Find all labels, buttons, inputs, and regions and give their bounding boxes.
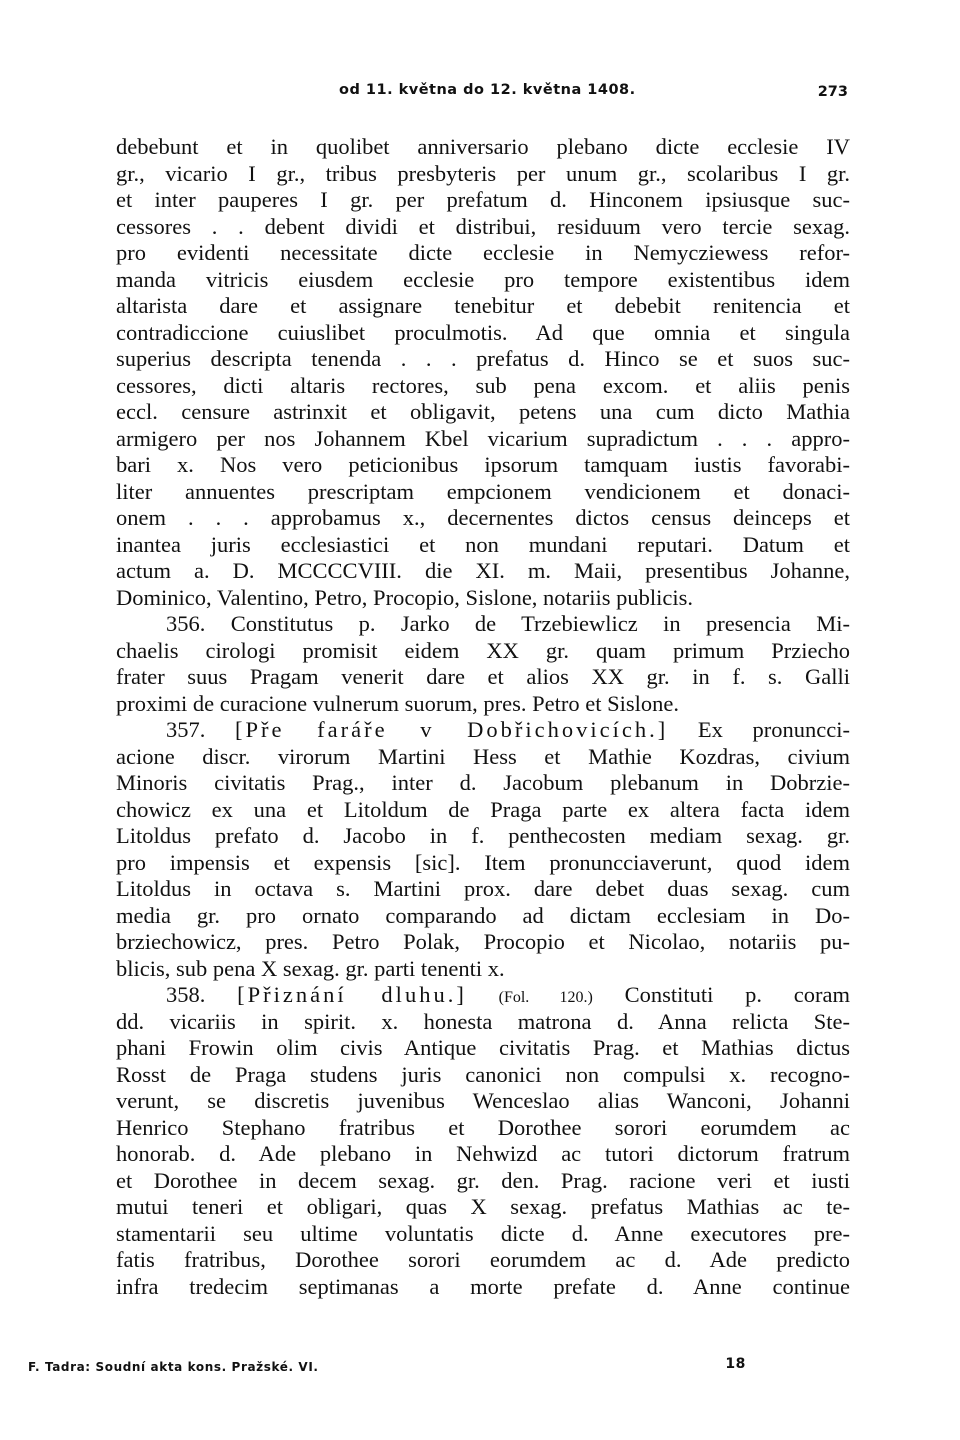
text-line: eccl. censure astrinxit et obligavit, petens una cum dicto Mathia	[116, 399, 850, 424]
text-line: acione discr. virorum Martini Hess et Mathie Kozdras, civium	[116, 743, 850, 769]
text-line: pro evidenti necessitate dicte ecclesie in Nemycziewess refor-	[116, 240, 850, 265]
folio-reference: (Fol. 120.)	[498, 989, 593, 1006]
text-line: cessores, dicti altaris rectores, sub pena excom. et aliis penis	[116, 372, 850, 398]
entry-356-first-line: 356. Constitutus p. Jarko de Trzebiewlicz in presencia Mi-	[166, 611, 850, 636]
entry-text: Constituti p. coram	[624, 982, 850, 1007]
text-line: actum a. D. MCCCCVIII. die XI. m. Maii, presentibus Johanne,	[116, 558, 850, 583]
entry-number: 357.	[166, 717, 206, 742]
entry-text: Ex pronuncci-	[697, 717, 850, 742]
text-line: infra tredecim septimanas a morte prefate d. Anne continue	[116, 1273, 850, 1299]
text-line: dd. vicariis in spirit. x. honesta matrona d. Anna relicta Ste-	[116, 1008, 850, 1034]
text-line: honorab. d. Ade plebano in Nehwizd ac tutori dictorum fratrum	[116, 1141, 850, 1166]
text-line: manda vitricis eiusdem ecclesie pro tempore existentibus idem	[116, 266, 850, 292]
body-text	[116, 134, 850, 1300]
text-line: onem . . . approbamus x., decernentes dictos census deinceps et	[116, 505, 850, 530]
page-footer	[28, 1356, 768, 1374]
entry-357-first-line	[116, 717, 850, 744]
text-line: debebunt et in quolibet anniversario plebano dicte ecclesie IV	[116, 134, 850, 159]
text-line: contradiccione cuiuslibet proculmotis. Ad que omnia et singula	[116, 319, 850, 345]
text-line: cessores . . debent dividi et distribui, residuum vero tercie sexag.	[116, 213, 850, 239]
text-line: pro impensis et expensis [sic]. Item pronuncciaverunt, quod idem	[116, 849, 850, 875]
entry-heading: [Přiznání dluhu.]	[237, 982, 467, 1007]
page-header	[116, 72, 850, 116]
text-line: media gr. pro ornato comparando ad dictam ecclesiam in Do-	[116, 902, 850, 928]
text-line: frater suus Pragam venerit dare et alios XX gr. in f. s. Galli	[116, 664, 850, 689]
entry-number: 358.	[166, 982, 206, 1007]
document-page	[116, 72, 850, 1299]
text-line: stamentarii seu ultime voluntatis dicte d. Anne executores pre-	[116, 1220, 850, 1246]
text-line: Litoldus in octava s. Martini prox. dare debet duas sexag. cum	[116, 876, 850, 901]
text-line: fatis fratribus, Dorothee sorori eorumdem ac d. Ade predicto	[116, 1247, 850, 1272]
text-line: Henrico Stephano fratribus et Dorothee sorori eorumdem ac	[116, 1114, 850, 1140]
text-line: armigero per nos Johannem Kbel vicarium supradictum . . . appro-	[116, 425, 850, 451]
text-line: altarista dare et assignare tenebitur et debebit renitencia et	[116, 293, 850, 318]
source-citation: F. Tadra: Soudní akta kons. Pražské. VI.	[28, 1360, 319, 1374]
text-line: mutui teneri et obligari, quas X sexag. prefatus Mathias ac te-	[116, 1194, 850, 1219]
running-head: od 11. května do 12. května 1408.	[339, 82, 636, 98]
text-line: verunt, se discretis juvenibus Wenceslao alias Wanconi, Johanni	[116, 1088, 850, 1113]
text-line: superius descripta tenenda . . . prefatus d. Hinco se et suos suc-	[116, 346, 850, 371]
text-line: liter annuentes prescriptam empcionem vendicionem et donaci-	[116, 478, 850, 504]
text-line: blicis, sub pena X sexag. gr. parti tenenti x.	[116, 955, 505, 981]
text-line: Litoldus prefato d. Jacobo in f. penthecosten mediam sexag. gr.	[116, 823, 850, 848]
text-line: chowicz ex una et Litoldum de Praga parte ex altera facta idem	[116, 796, 850, 822]
text-line: brziechowicz, pres. Petro Polak, Procopio et Nicolao, notariis pu-	[116, 929, 850, 954]
text-line: et inter pauperes I gr. per prefatum d. Hinconem ipsiusque suc-	[116, 187, 850, 212]
text-line: Minoris civitatis Prag., inter d. Jacobum plebanum in Dobrzie-	[116, 770, 850, 795]
text-line: gr., vicario I gr., tribus presbyteris per unum gr., scolaribus I gr.	[116, 160, 850, 186]
text-line: chaelis cirologi promisit eidem XX gr. quam primum Prziecho	[116, 637, 850, 663]
text-line: Dominico, Valentino, Petro, Procopio, Sislone, notariis publicis.	[116, 584, 694, 610]
entry-heading: [Pře faráře v Dobřichovicích.]	[235, 717, 669, 742]
text-line: inantea juris ecclesiastici et non mundani reputari. Datum et	[116, 531, 850, 557]
text-line: bari x. Nos vero peticionibus ipsorum tamquam iustis favorabi-	[116, 452, 850, 477]
sheet-signature: 18	[725, 1356, 746, 1372]
text-line: proximi de curacione vulnerum suorum, pres. Petro et Sislone.	[116, 690, 680, 716]
text-line: phani Frowin olim civis Antique civitatis Prag. et Mathias dictus	[116, 1035, 850, 1060]
text-line: Rosst de Praga studens juris canonici non compulsi x. recogno-	[116, 1061, 850, 1087]
text-line: et Dorothee in decem sexag. gr. den. Prag. racione veri et iusti	[116, 1167, 850, 1193]
page-number: 273	[817, 84, 848, 100]
entry-358-first-line	[116, 982, 850, 1009]
